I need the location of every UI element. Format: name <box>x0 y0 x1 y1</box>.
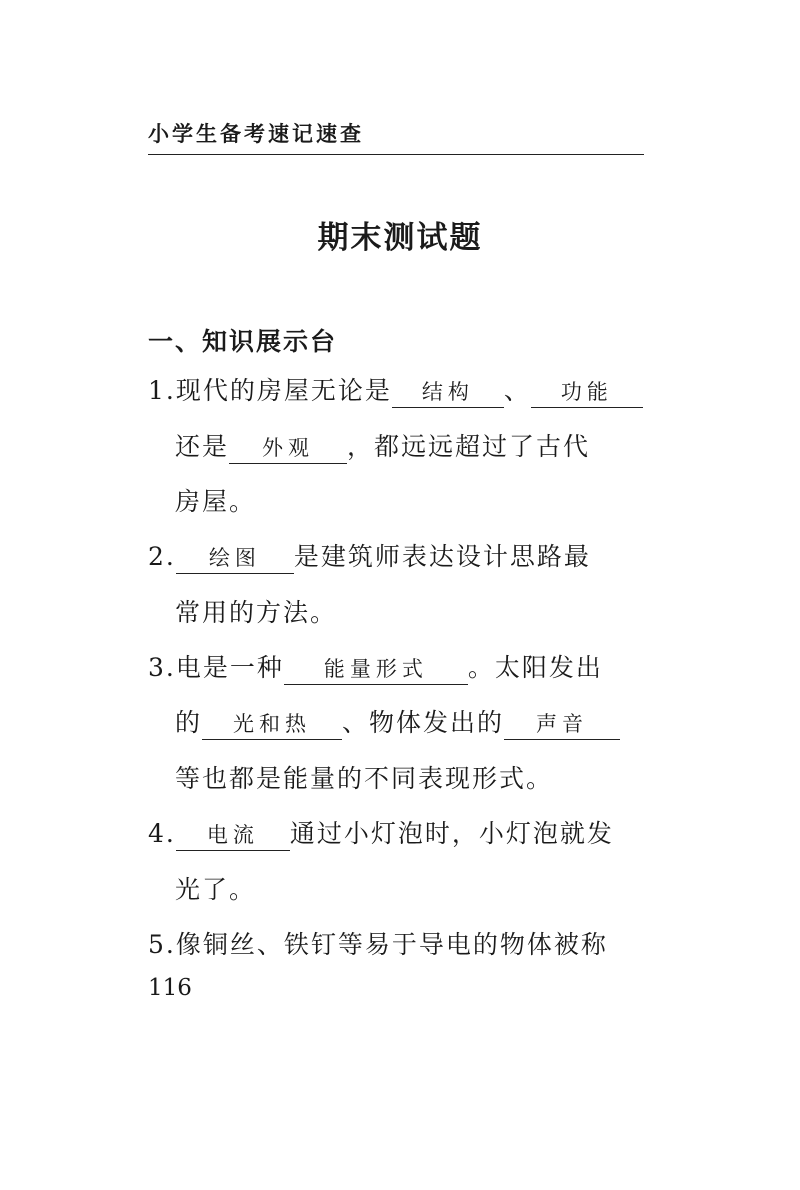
running-header: 小学生备考速记速查 <box>148 118 644 155</box>
answer-blank: 功能 <box>531 377 643 408</box>
answer-blank: 声音 <box>504 709 620 740</box>
question-1-line-2 <box>175 430 590 464</box>
question-3-line-3: 等也都是能量的不同表现形式。 <box>175 764 554 793</box>
page-number: 116 <box>148 975 192 1001</box>
page-title: 期末测试题 <box>317 220 483 256</box>
question-2-number: 2. <box>148 542 176 571</box>
question-2-line-2: 常用的方法。 <box>175 598 338 627</box>
question-1-text: ，都远远超过了古代 <box>347 432 591 461</box>
question-1-text: 还是 <box>175 432 230 461</box>
answer-blank: 电流 <box>176 820 290 851</box>
answer-blank: 绘图 <box>176 543 294 574</box>
question-1-line-1 <box>148 374 643 408</box>
question-3-number: 3. <box>148 653 176 682</box>
answer-blank: 能量形式 <box>284 654 468 685</box>
question-3-text: 电是一种 <box>175 653 284 682</box>
question-5-text: 像铜丝、铁钉等易于导电的物体被称 <box>175 930 608 959</box>
separator: 、 <box>503 376 531 405</box>
answer-blank: 外观 <box>229 433 347 464</box>
question-4-line-1 <box>148 817 614 851</box>
question-1-text: 现代的房屋无论是 <box>175 376 392 405</box>
answer-blank: 结构 <box>392 377 504 408</box>
question-3-text: 。太阳发出 <box>467 653 603 682</box>
question-2-text: 是建筑师表达设计思路最 <box>293 542 591 571</box>
question-5-number: 5. <box>148 930 176 959</box>
question-2-line-1 <box>148 540 591 574</box>
question-3-line-1 <box>148 651 603 685</box>
question-4-line-2: 光了。 <box>175 875 257 904</box>
question-4-number: 4. <box>148 819 176 848</box>
question-4-text: 通过小灯泡时，小灯泡就发 <box>289 819 614 848</box>
answer-blank: 光和热 <box>202 709 342 740</box>
section-heading: 一、知识展示台 <box>148 327 338 356</box>
question-1-number: 1. <box>148 376 176 405</box>
question-5-line-1 <box>148 928 608 962</box>
question-3-text: 、物体发出的 <box>342 708 505 737</box>
question-3-text: 的 <box>175 708 203 737</box>
question-3-line-2 <box>175 706 620 740</box>
question-1-line-3: 房屋。 <box>175 487 257 516</box>
